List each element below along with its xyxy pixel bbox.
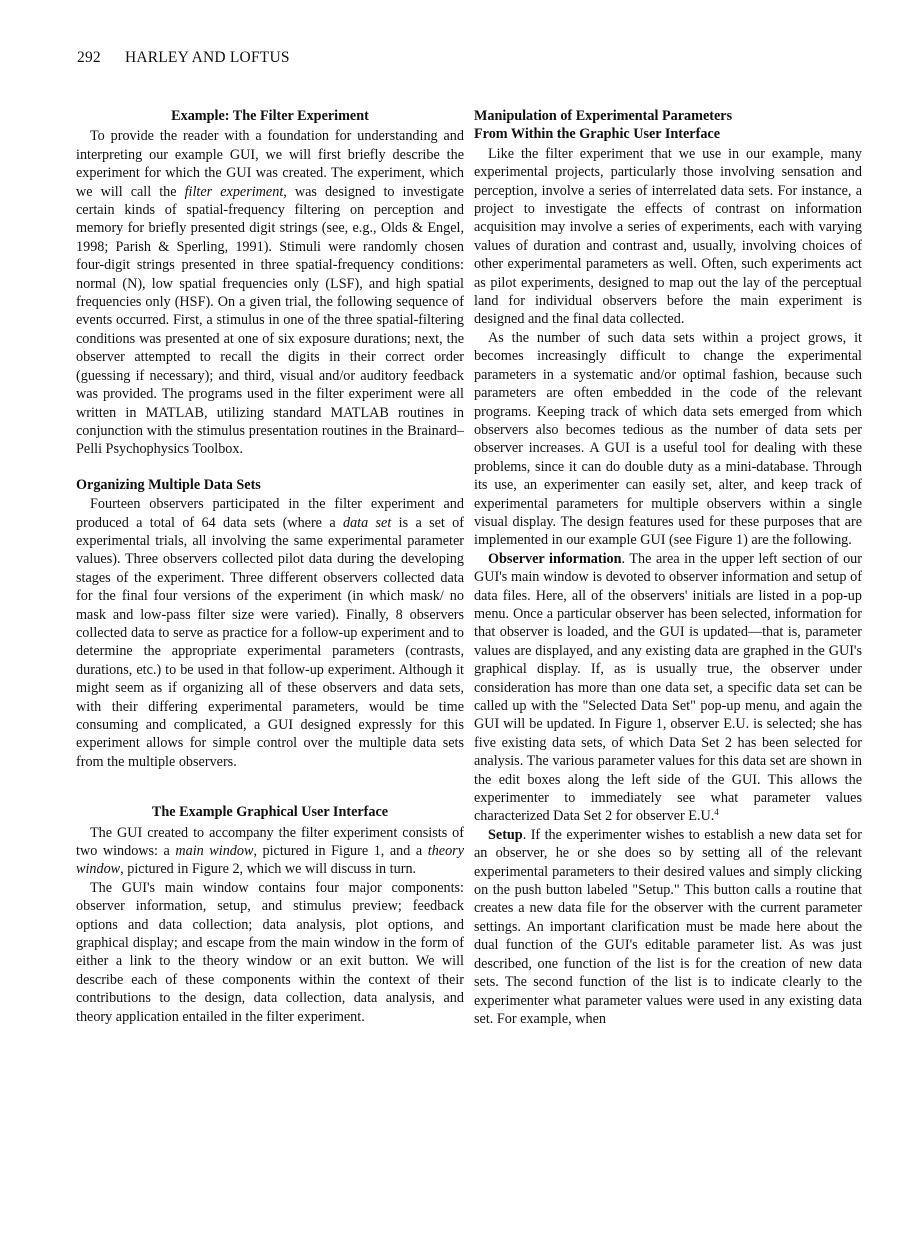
paragraph-interrelated-data-sets: Like the filter experiment that we use in our example, many experimental projects, particularly those involving sensation and perception, involve a series of interrelated data sets. For instance, a project to investigate the effects of contrast on information acquisition may involve a series of experiments, each with varying values of duration and contrast and, usually, involving choices of other experimental parameters as well. Often, such experiments act as pilot experiments, designed to map out the lay of the perceptual land for individual observers before the main experiment is designed and the final data collected. xyxy=(474,145,862,328)
paragraph-gui-windows: The GUI created to accompany the filter experiment consists of two windows: a main window, pictured in Figure 1, and a theory window, pictured in Figure 2, which we will discuss in turn. xyxy=(76,824,464,878)
section-title-manipulation: Manipulation of Experimental Parameters From Within the Graphic User Interface xyxy=(474,108,733,143)
paragraph-setup: Setup. If the experimenter wishes to establish a new data set for an observer, he or she does so by setting all of the relevant experimental parameters to their desired values and simply clicking on the push button labeled "Setup." This button calls a routine that creates a new data file for the observer with the current parameter settings. An important clarification must be made here about the dual function of the GUI's editable parameter list. As was just described, one function of the list is for the creation of new data sets. The second function of the list is to indicate clearly to the experimenter what parameter values were used in any existing data set. For example, when xyxy=(474,826,862,1027)
section-title-filter-experiment: Example: The Filter Experiment xyxy=(171,108,369,124)
run-in-observer-information: Observer information xyxy=(488,550,622,567)
footnote-marker: 4 xyxy=(714,807,719,818)
paragraph-observer-information: Observer information. The area in the upper left section of our GUI's main window is devoted to observer information and setup of data files. Here, all of the observers' initials are listed in a pop-up menu. Once a particular observer has been selected, information for that observer is loaded, and the GUI is updated—that is, parameter values are displayed, and any existing data are graphed in the GUI's graphical display. If, as is usually true, the observer under consideration has more than one data set, a specific data set can be called up with the "Selected Data Set" pop-up menu, and again the GUI will be updated. In Figure 1, observer E.U. is selected; she has five existing data sets, of which Data Set 2 has been selected for analysis. The various parameter values for this data set are shown in the edit boxes along the left side of the GUI. This allows the experimenter to immediately see what parameter values characterized Data Set 2 for observer E.U.$^4$ xyxy=(474,550,862,825)
left-column xyxy=(76,107,464,1026)
page-number: 292 xyxy=(77,49,101,66)
paragraph-filter-experiment: To provide the reader with a foundation for understanding and interpreting our example GUI, we will first briefly describe the experiment for which the GUI was created. The experiment, which we will call the filter experiment, was designed to investigate certain kinds of spatial-frequency filtering on perception and memory for briefly presented digit strings (see, e.g., Olds & Engel, 1998; Parish & Sperling, 1991). Stimuli were randomly chosen four-digit strings presented in three spatial-frequency conditions: normal (N), low spatial frequencies only (LSF), and high spatial frequencies only (HSF). On a given trial, the following sequence of events occurred. First, a stimulus in one of the three spatial-filtering conditions was presented at one of six exposure durations; next, the observer attempted to recall the digits in their correct order (guessing if necessary); and third, visual and/or auditory feedback was provided. The programs used in the filter experiment were all written in MATLAB, utilizing standard MATLAB routines in conjunction with the stimulus presentation routines in the Brainard–Pelli Psychophysics Toolbox. xyxy=(76,128,464,458)
section-title-organizing-data-sets: Organizing Multiple Data Sets xyxy=(76,476,261,493)
paragraph-growing-data-sets: As the number of such data sets within a project grows, it becomes increasingly difficult to change the experimental parameters in a systematic and/or optimal fashion, because such parameters are often embedded in the code of the relevant programs. Keeping track of which data sets emerged from which observers also becomes tedious as the number of data sets per observer increases. A GUI is a useful tool for dealing with these problems, since it can do double duty as a mini-database. Through its use, an experimenter can easily set, alter, and keep track of experimental parameters for multiple observers within a single visual display. The design features used for these purposes that are implemented in our example GUI (see Figure 1) are the following. xyxy=(474,329,862,549)
right-column xyxy=(474,107,862,1028)
running-header xyxy=(77,49,290,67)
running-title: HARLEY AND LOFTUS xyxy=(124,49,290,66)
paragraph-gui-components: The GUI's main window contains four major components: observer information, setup, and stimulus preview; feedback options and data collection; data analysis, plot options, and graphical display; and escape from the main window in the form of either a link to the theory window or an exit button. We will describe each of these components within the context of their contributions to the design, data collection, data analysis, and theory application entailed in the filter experiment. xyxy=(76,879,464,1025)
section-title-example-gui: The Example Graphical User Interface xyxy=(151,804,389,821)
run-in-setup: Setup xyxy=(488,826,523,843)
paragraph-organizing-data-sets: Fourteen observers participated in the filter experiment and produced a total of 64 data sets (where a data set is a set of experimental trials, all involving the same experimental parameter values). Three observers collected pilot data during the developing stages of the experiment. Three different observers collected data for the final four versions of the experiment (in which mask/ no mask and low-pass filter size were varied). Finally, 8 observers collected data to serve as practice for a follow-up experiment and to determine the appropriate experimental parameters (contrasts, durations, etc.) to be used in that follow-up experiment. Although it might seem as if organizing all of these observers and data sets, with their differing experimental parameters, would be time consuming and complicated, a GUI designed expressly for this experiment allows for simple control over the multiple data sets from the multiple observers. xyxy=(76,496,464,770)
